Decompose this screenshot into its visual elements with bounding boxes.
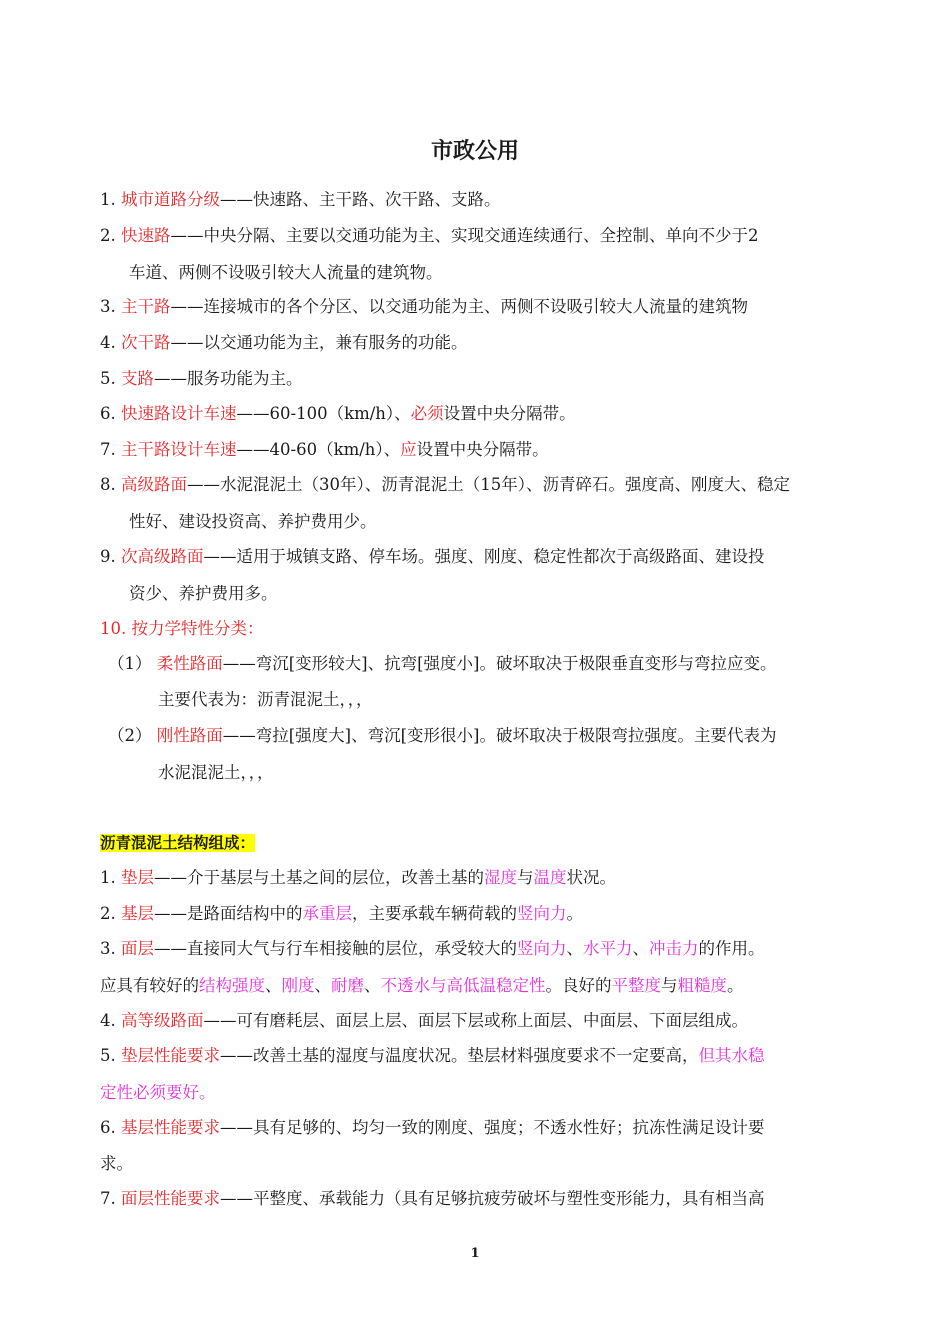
keyword-highlight: 不透水与高低温稳定性 (380, 976, 546, 995)
keyword-highlight: 平整度 (611, 976, 661, 995)
text-line (100, 618, 264, 640)
keyword-highlight: 湿度 (484, 868, 517, 887)
text-segment: 9. (100, 547, 121, 566)
term-highlight: 垫层 (121, 868, 154, 887)
text-segment: 3. (100, 297, 121, 316)
text-segment: ，主要承载车辆荷载的 (352, 904, 517, 923)
keyword-highlight: 刚度 (281, 976, 315, 995)
text-segment: 与 (517, 868, 534, 887)
text-line (100, 1082, 216, 1104)
term-highlight: 10. 按力学特性分类： (100, 619, 264, 638)
text-segment: 6. (100, 404, 121, 423)
text-segment: 6. (100, 1118, 121, 1137)
text-segment: 2. (100, 904, 121, 923)
text-segment: 、 (314, 976, 331, 995)
text-line (108, 653, 777, 675)
text-segment: 车道、两侧不设吸引较大人流量的建筑物。 (129, 263, 443, 282)
term-highlight: 应 (400, 440, 417, 459)
text-segment: 1. (100, 868, 121, 887)
text-segment: ——中央分隔、主要以交通功能为主、实现交通连续通行、全控制、单向不少于2 (170, 226, 759, 245)
text-line (100, 439, 549, 461)
keyword-highlight: 粗糙度 (677, 976, 727, 995)
text-segment: 5. (100, 1046, 121, 1065)
text-segment: 8. (100, 475, 121, 494)
page-title: 市政公用 (430, 139, 519, 164)
text-segment: ——具有足够的、均匀一致的刚度、强度；不透水性好；抗冻性满足设计要 (220, 1118, 765, 1137)
text-segment: 。良好的 (545, 976, 612, 995)
keyword-highlight: 耐磨 (331, 976, 364, 995)
text-segment: ——60-100（km/h）、 (236, 404, 411, 423)
text-line (129, 511, 377, 533)
text-line (100, 903, 583, 925)
keyword-highlight: 竖向力 (517, 904, 567, 923)
text-line (100, 189, 501, 211)
term-highlight: 面层性能要求 (121, 1189, 220, 1208)
text-segment: ——弯沉[变形较大]、抗弯[强度小]。破坏取决于极限垂直变形与弯拉应变。 (222, 654, 777, 673)
text-line (158, 762, 274, 784)
text-line (129, 262, 443, 284)
term-highlight: 城市道路分级 (121, 190, 220, 209)
term-highlight: 基层性能要求 (121, 1118, 220, 1137)
text-segment: ——可有磨耗层、面层上层、面层下层或称上面层、中面层、下面层组成。 (203, 1011, 748, 1030)
text-segment: 、 (566, 939, 583, 958)
text-line (100, 546, 765, 568)
text-segment: 设置中央分隔带。 (416, 440, 549, 459)
term-highlight: 基层 (121, 904, 154, 923)
text-segment: 性好、建设投资高、养护费用少。 (129, 512, 377, 531)
text-segment: 主要代表为：沥青混泥土，，， (158, 690, 373, 709)
keyword-highlight: 结构强度 (199, 976, 265, 995)
text-segment: 与 (661, 976, 678, 995)
term-highlight: 次高级路面 (121, 547, 204, 566)
text-segment: ——适用于城镇支路、停车场。强度、刚度、稳定性都次于高级路面、建设投 (203, 547, 765, 566)
text-segment: 7. (100, 1189, 121, 1208)
text-segment: 。 (727, 976, 744, 995)
keyword-highlight: 冲击力 (649, 939, 699, 958)
text-line (100, 1188, 765, 1210)
text-segment: 2. (100, 226, 121, 245)
text-segment: 3. (100, 939, 121, 958)
text-line (129, 583, 278, 605)
term-highlight: 快速路设计车速 (121, 404, 237, 423)
text-segment: 。 (566, 904, 583, 923)
text-segment: 求。 (100, 1154, 133, 1173)
text-segment: ——快速路、主干路、次干路、支路。 (220, 190, 501, 209)
text-segment: 5. (100, 369, 121, 388)
text-segment: 、 (632, 939, 649, 958)
text-line (100, 1045, 765, 1067)
text-line (100, 403, 576, 425)
term-highlight: 主干路 (121, 297, 171, 316)
text-segment: 、 (265, 976, 282, 995)
text-segment: （2） (108, 726, 157, 745)
text-segment: ——连接城市的各个分区、以交通功能为主、两侧不设吸引较大人流量的建筑物 (170, 297, 748, 316)
text-segment: （1） (108, 654, 157, 673)
keyword-highlight: 承重层 (302, 904, 352, 923)
text-segment: ——介于基层与土基之间的层位，改善土基的 (154, 868, 484, 887)
text-segment: 的作用。 (698, 939, 765, 958)
text-segment: ——水泥混泥土（30年）、沥青混泥土（15年）、沥青碎石。强度高、刚度大、稳定 (187, 475, 790, 494)
term-highlight: 次干路 (121, 333, 171, 352)
text-line (100, 1010, 748, 1032)
text-segment: 资少、养护费用多。 (129, 584, 278, 603)
term-highlight: 刚性路面 (156, 726, 223, 745)
term-highlight: 必须 (410, 404, 444, 423)
text-segment: ——是路面结构中的 (154, 904, 303, 923)
text-line (100, 867, 616, 889)
term-highlight: 垫层性能要求 (121, 1046, 220, 1065)
text-segment: ——直接同大气与行车相接触的层位，承受较大的 (154, 939, 517, 958)
text-line (100, 296, 748, 318)
term-highlight: 主干路设计车速 (121, 440, 237, 459)
text-line (100, 332, 468, 354)
text-segment: 设置中央分隔带。 (443, 404, 576, 423)
keyword-highlight: 水平力 (583, 939, 633, 958)
text-segment: 应具有较好的 (100, 976, 199, 995)
text-line (100, 225, 759, 247)
text-line (100, 975, 744, 997)
text-line (100, 1117, 765, 1139)
text-segment: 7. (100, 440, 121, 459)
text-line (158, 689, 373, 711)
text-line (100, 474, 790, 496)
text-line (100, 1153, 133, 1175)
text-segment: ——服务功能为主。 (154, 369, 303, 388)
term-highlight: 柔性路面 (156, 654, 223, 673)
text-segment: 水泥混泥土，，， (158, 763, 274, 782)
text-segment: 4. (100, 333, 121, 352)
term-highlight: 快速路 (121, 226, 171, 245)
keyword-highlight: 但其水稳 (698, 1046, 765, 1065)
text-line (100, 938, 765, 960)
keyword-highlight: 温度 (533, 868, 567, 887)
text-segment: ——平整度、承载能力（具有足够抗疲劳破坏与塑性变形能力，具有相当高 (220, 1189, 765, 1208)
text-segment: ——改善土基的湿度与温度状况。垫层材料强度要求不一定要高， (220, 1046, 699, 1065)
text-segment: 4. (100, 1011, 121, 1030)
text-line (100, 368, 303, 390)
text-line (100, 832, 255, 854)
term-highlight: 高级路面 (121, 475, 187, 494)
term-highlight: 支路 (121, 369, 154, 388)
page-number: 1 (470, 1246, 480, 1261)
text-segment: ——弯拉[强度大]、弯沉[变形很小]。破坏取决于极限弯拉强度。主要代表为 (222, 726, 777, 745)
section-heading: 沥青混泥土结构组成： (100, 834, 256, 852)
text-segment: ——以交通功能为主，兼有服务的功能。 (170, 333, 468, 352)
term-highlight: 面层 (121, 939, 154, 958)
text-segment: ——40-60（km/h）、 (236, 440, 401, 459)
term-highlight: 高等级路面 (121, 1011, 204, 1030)
text-segment: 、 (364, 976, 381, 995)
text-segment: 1. (100, 190, 121, 209)
text-segment: 状况。 (566, 868, 616, 887)
keyword-highlight: 定性必须要好。 (100, 1083, 216, 1102)
keyword-highlight: 竖向力 (517, 939, 567, 958)
text-line (108, 725, 777, 747)
